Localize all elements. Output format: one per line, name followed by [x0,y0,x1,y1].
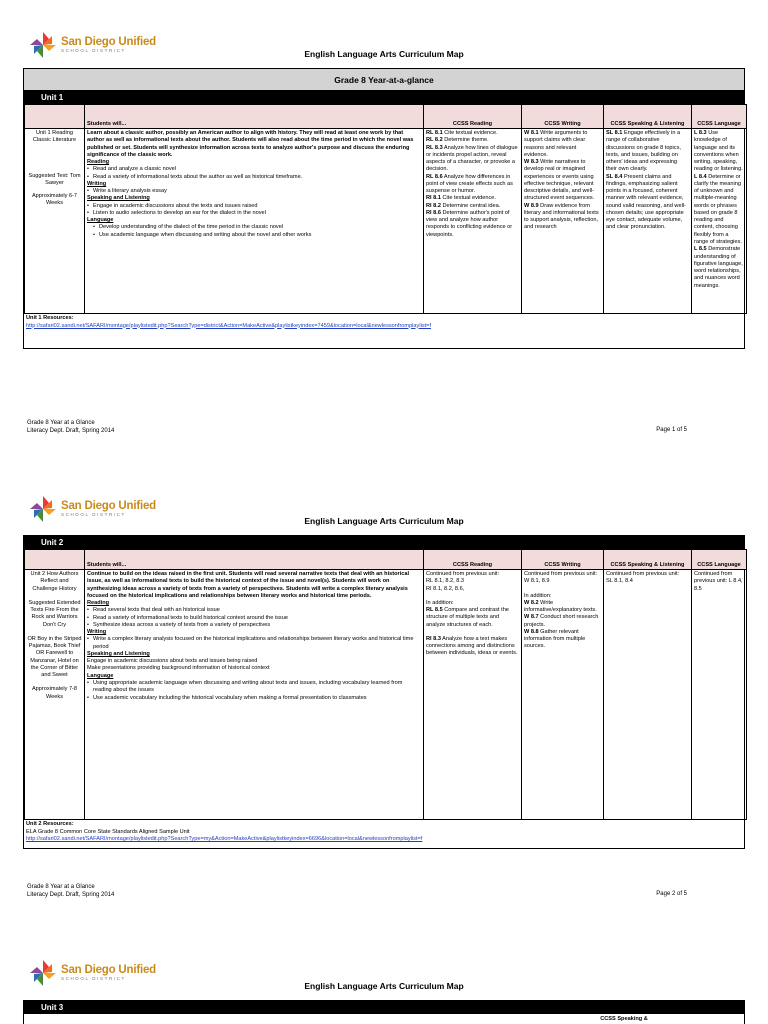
speaking-standards [604,570,692,820]
logo-name: San Diego Unified [61,963,156,976]
reading-standards [424,570,522,820]
list-item: • Engage in academic discussions about the texts and issues raised [87,203,421,210]
unit-1-resources [24,314,744,331]
list-item: • Using appropriate academic language when discussing and writing about texts and issues, including vocabulary learned from reading about the issues [87,680,421,695]
standard-item: RL 8.1 Cite textual evidence. [426,130,498,136]
continued-list: SL 8.1, 8.4 [606,578,633,585]
reading-heading: Reading [87,159,110,166]
standard-item: RL 8.5 Compare and contrast the structure of multiple texts and analyze structures of each. [426,607,509,628]
reading-standards [424,129,522,314]
standard-item: SL 8.1 Engage effectively in a range of collaborative discussions on grade 8 topics, texts, and issues, building on others' ideas and expressing their own clearly. [606,130,681,173]
page-footer [27,884,687,900]
col-unit-header [25,105,85,129]
writing-standards [522,570,604,820]
continued-label: Continued from previous unit: [524,571,598,577]
standard-item: RI 8.3 Analyze how a text makes connections among and distinctions between individuals, ideas or events. [426,635,518,657]
standard-item: SL 8.4 Present claims and findings, emphasizing salient points in a focused, coherent manner with relevant evidence, sound valid reasoning, and well-chosen details; use appropriate eye contact, adequate volume, and clear pronunciation. [606,173,686,231]
year-at-a-glance-banner: Grade 8 Year-at-a-glance [24,69,744,91]
logo-sub: SCHOOL DISTRICT [61,512,126,517]
text-line: Engage in academic discussions about texts and issues being raised [87,658,258,665]
addition-label: In addition: [426,599,454,606]
standard-item: W 8.9 Draw evidence from literary and informational texts to support analysis, reflection, and research [524,202,599,231]
col-unit-header [25,550,85,570]
resources-title: Unit 1 Resources: [26,315,74,321]
list-item: • Read and analyze a classic novel [87,166,421,173]
unit-1-frame [23,68,745,349]
col-language-header: CCSS Language [692,550,747,570]
language-heading: Language [87,672,114,679]
unit-1-table [24,104,747,314]
continued-label: Continued from previous unit: L 8.4, 8.5 [694,571,743,592]
standard-item: L 8.5 Demonstrate understanding of figurative language, word relationships, and nuances word meanings. [694,246,743,289]
unit-1-bar: Unit 1 [24,91,744,104]
language-standards [692,570,747,820]
unit-3-bar: Unit 3 [24,1001,744,1014]
doc-title: English Language Arts Curriculum Map [304,981,464,991]
unit-summary: Learn about a classic author, possibly an American author to align with history. They will read at least one work by that author as well as informational texts about the author. Students will also read about the time period in which the novel was published or set. Students will synthesize information across texts to analyze author's purpose and discuss the enduring significance of the classic work. [87,130,414,158]
list-item: • Write a literary analysis essay [87,188,421,195]
standard-item: W 8.8 Gather relevant information from multiple sources. [524,628,586,650]
col-writing-header: CCSS Writing [522,550,604,570]
writing-heading: Writing [87,180,107,187]
reading-heading: Reading [87,600,110,607]
unit-2-resources [24,820,744,845]
standard-item: RI 8.1 Cite textual evidence. [426,195,496,202]
resources-link[interactable]: http://safari02.sandi.net/SAFARI/montage/playlistedit.php?SearchType=district&Action=MakeActive&playlistkeyindex=7459&location=local&newlessonfromplaylist=f [26,322,431,329]
unit-title: Unit 2 How Authors Reflect and Challenge History [30,571,79,592]
resources-title: Unit 2 Resources: [26,821,74,827]
unit-summary: Continue to build on the ideas raised in the first unit. Students will read several narrative texts that deal with an historical issue, as well as informational texts to build the historical context of the issue and novel(s). Students will work on synthesizing ideas across a variety of texts from a variety of perspectives. Students will write a complex literary analysis focused on the historical implications and relationships between literary works and historical time periods. [87,571,410,599]
continued-list: W 8.1, 8.9 [524,578,550,585]
footer-title: Grade 8 Year at a Glance [27,420,95,426]
text-line: Make presentations providing background information of historical context [87,665,270,672]
col-students-header: Students will... [85,550,424,570]
unit-2-table [24,549,747,820]
list-item: • Read a variety of informational texts about the author as well as historical timeframe. [87,174,421,181]
writing-standards [522,129,604,314]
footer-draft: Literacy Dept. Draft, Spring 2014 [27,891,115,898]
language-heading: Language [87,217,114,224]
unit-2-bar: Unit 2 [24,536,744,549]
suggested-text: Suggested Extended Texts Fire From the Rock and Warriors Don't Cry [28,599,81,628]
footer-draft: Literacy Dept. Draft, Spring 2014 [27,427,115,434]
list-item: • Listen to audio selections to develop an ear for the dialect in the novel [87,210,421,217]
unit-2-frame [23,535,745,849]
col-students-header: Students will... [85,105,424,129]
standard-item: W 8.3 Write narratives to develop real or imagined experiences or events using effective technique, relevant descriptive details, and well-structured event sequences. [524,159,595,202]
resources-line: ELA Grade 8 Common Core State Standards Aligned Sample Unit [26,828,190,835]
logo-sub: SCHOOL DISTRICT [61,976,126,981]
logo-name: San Diego Unified [61,499,156,512]
page-number: Page 1 of 5 [656,427,687,433]
speaking-heading: Speaking and Listening [87,195,150,202]
standard-item: W 8.7 Conduct short research projects. [524,614,599,628]
list-item: • Develop understanding of the dialect of the time period in the classic novel [87,224,421,231]
footer-title: Grade 8 Year at a Glance [27,884,95,890]
list-item: • Use academic language when discussing and writing about the novel and other works [87,232,421,239]
standard-item: L 8.4 Determine or clarify the meaning of unknown and multiple-meaning words or phrases based on grade 8 reading and content, choosing flexibly from a range of strategies. [694,173,742,245]
standard-item: RL 8.2 Determine theme. [426,137,489,144]
unit-3-frame [23,1000,745,1024]
standard-item: RI 8.2 Determine central idea. [426,202,501,209]
unit-duration: Approximately 7-8 Weeks [31,686,78,700]
unit-duration: Approximately 6-7 Weeks [31,193,78,207]
col-speaking-header: CCSS Speaking & Listening [604,550,692,570]
standard-item: W 8.2 Write informative/explanatory texts. [524,599,597,614]
doc-title: English Language Arts Curriculum Map [304,49,464,59]
unit-2-info [25,570,85,820]
col-reading-header: CCSS Reading [424,105,522,129]
list-item: • Synthesize ideas across a variety of texts from a variety of perspectives [87,622,421,629]
alternate-texts: OR Boy in the Striped Pajamas, Book Thief OR Farewell to Manzanar, Hotel on the Corner of Bitter and Sweet [27,635,82,679]
continued-label: Continued from previous unit: [426,571,500,577]
students-will-cell [85,129,424,314]
standard-item: RL 8.6 Analyze how differences in point of view create effects such as suspense or humor. [426,173,513,195]
students-will-cell [85,570,424,820]
list-item: • Read a variety of informational texts to build historical context around the issue [87,615,421,622]
standard-item: RL 8.3 Analyze how lines of dialogue or incidents propel action, reveal aspects of a character, or provoke a decision. [426,144,518,173]
list-item: • Write a complex literary analysis focused on the historical implications and relationships between literary works and historical time period [87,636,421,651]
doc-title: English Language Arts Curriculum Map [304,516,464,526]
standard-item: L 8.3 Use knowledge of language and its conventions when writing, speaking, reading or listening. [694,130,743,173]
writing-heading: Writing [87,629,107,636]
col-reading-header: CCSS Reading [424,550,522,570]
col-speaking-header: CCSS Speaking & Listening [604,105,692,129]
page-number: Page 2 of 5 [656,891,687,897]
col-writing-header: CCSS Writing [522,105,604,129]
list-item: • Read several texts that deal with an historical issue [87,607,421,614]
addition-label: In addition: [524,592,552,599]
logo-sub: SCHOOL DISTRICT [61,48,126,53]
standard-item: W 8.1 Write arguments to support claims with clear reasons and relevant evidence. [524,130,588,158]
logo-name: San Diego Unified [61,35,156,48]
col-language-header: CCSS Language [692,105,747,129]
speaking-standards [604,129,692,314]
unit-1-info [25,129,85,314]
language-standards [692,129,747,314]
list-item: • Use academic vocabulary including the historical vocabulary when making a formal presentation to classmates [87,695,421,702]
continued-label: Continued from previous unit: [606,571,680,577]
col-speaking-header-partial: CCSS Speaking & [600,1016,648,1022]
unit-title: Unit 1 Reading Classic Literature [32,130,77,144]
resources-link[interactable]: http://safari02.sandi.net/SAFARI/montage/playlistedit.php?SearchType=my&Action=MakeActive&playlistkeyindex=6696&location=local&newlessonfromplaylist=f [26,836,423,843]
suggested-text: Suggested Text: Tom Sawyer [28,172,81,186]
standard-item: RI 8.6 Determine author's point of view and analyze how author responds to conflicting evidence or viewpoints. [426,209,513,238]
continued-list: RI 8.1, 8.2, 8.6, [426,585,465,592]
speaking-heading: Speaking and Listening [87,650,150,657]
page-footer [27,420,687,436]
continued-list: RL 8.1, 8.2, 8.3 [426,578,465,585]
